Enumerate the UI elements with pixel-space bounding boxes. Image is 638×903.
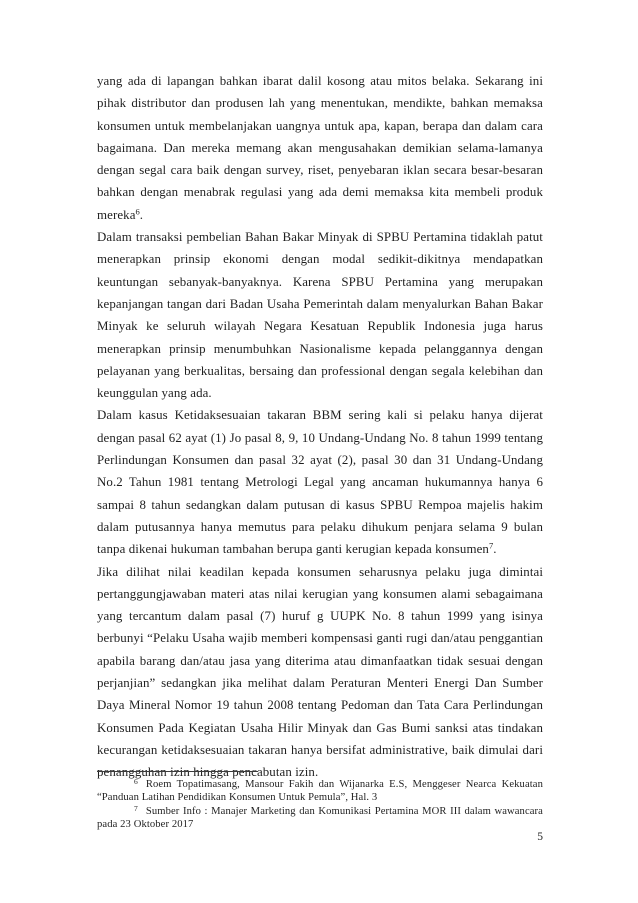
footnote-6-marker: 6: [134, 777, 138, 786]
footnote-6-text: Roem Topatimasang, Mansour Fakih dan Wijanarka E.S, Menggeser Nearca Kekuatan “Panduan Latihan Pendidikan Konsumen Untuk Pemula”, Hal. 3: [97, 779, 543, 804]
footnote-7-marker: 7: [134, 803, 138, 813]
paragraph-3: [97, 404, 543, 560]
paragraph-1: [97, 70, 543, 226]
paragraph-1-tail: .: [139, 207, 144, 222]
paragraph-4-text: Jika dilihat nilai keadilan kepada konsumen seharusnya pelaku juga dimintai pertanggungjawaban materi atas nilai kerugian yang konsumen alami sebagaimana yang tercantum dalam pasal (7) huruf g UUPK No. 8 tahun 1999 yang isinya berbunyi “Pelaku Usaha wajib memberi kompensasi ganti rugi dan/atau penggantian apabila barang dan/atau jasa yang diterima atau dimanfaatkan tidak sesuai dengan perjanjian” sedangkan jika melihat dalam Peraturan Menteri Energi Dan Sumber Daya Mineral Nomor 19 tahun 2008 tentang Pedoman dan Tata Cara Perlindungan Konsumen Pada Kegiatan Usaha Hilir Minyak dan Gas Bumi sanksi atas tindakan kecurangan ketidaksesuaian takaran hanya bersifat administrative, baik dimulai dari penangguhan izin hingga pencabutan izin.: [97, 564, 543, 780]
footnote-separator-rule: [97, 771, 258, 772]
page-number: 5: [537, 831, 543, 843]
document-body: [97, 70, 543, 784]
paragraph-2: [97, 226, 543, 404]
footnotes-section: [97, 771, 543, 832]
footnote-ref-7: 7: [488, 540, 494, 551]
paragraph-1-text: yang ada di lapangan bahkan ibarat dalil kosong atau mitos belaka. Sekarang ini pihak distributor dan produsen lah yang menentukan, mendikte, bahkan memaksa konsumen untuk membelanjakan uangnya untuk apa, kapan, berapa dan dalam cara bagaimana. Dan mereka memang akan mengusahakan demikian selama-lamanya dengan segal cara baik dengan survey, riset, penyebaran iklan secara besar-besaran bahkan dengan menabrak regulasi yang ada demi memaksa kita membeli produk mereka: [97, 74, 543, 222]
footnote-ref-6: 6: [135, 206, 140, 217]
footnote-6: [97, 778, 543, 805]
paragraph-2-text: Dalam transaksi pembelian Bahan Bakar Minyak di SPBU Pertamina tidaklah patut menerapkan prinsip ekonomi dengan modal sedikit-dikitnya mendapatkan keuntungan sebanyak-banyaknya. Karena SPBU Pertamina yang merupakan kepanjangan tangan dari Badan Usaha Pemerintah dalam menyalurkan Bahan Bakar Minyak ke seluruh wilayah Negara Kesatuan Republik Indonesia juga harus menerapkan prinsip menumbuhkan Nasionalisme kepada pelanggannya dengan pelayanan yang berkualitas, bersaing dan professional dengan segala kelebihan dan keunggulan yang ada.: [97, 230, 543, 401]
footnote-7: [97, 805, 543, 832]
paragraph-3-tail: .: [493, 542, 497, 557]
paragraph-4: [97, 561, 543, 784]
paragraph-3-text: Dalam kasus Ketidaksesuaian takaran BBM sering kali si pelaku hanya dijerat dengan pasal 62 ayat (1) Jo pasal 8, 9, 10 Undang-Undang No. 8 tahun 1999 tentang Perlindungan Konsumen dan pasal 32 ayat (2), pasal 30 dan 31 Undang-Undang No.2 Tahun 1981 tentang Metrologi Legal yang ancaman hukumannya hanya 6 sampai 8 tahun sedangkan dalam putusan di kasus SPBU Rempoa majelis hakim dalam putusannya hanya memutus para pelaku dihukum penjara selama 9 bulan tanpa dikenai hukuman tambahan berupa ganti kerugian kepada konsumen: [97, 408, 543, 557]
footnote-7-text: Sumber Info : Manajer Marketing dan Komunikasi Pertamina MOR III dalam wawancara pada 23 Oktober 2017: [97, 805, 543, 831]
